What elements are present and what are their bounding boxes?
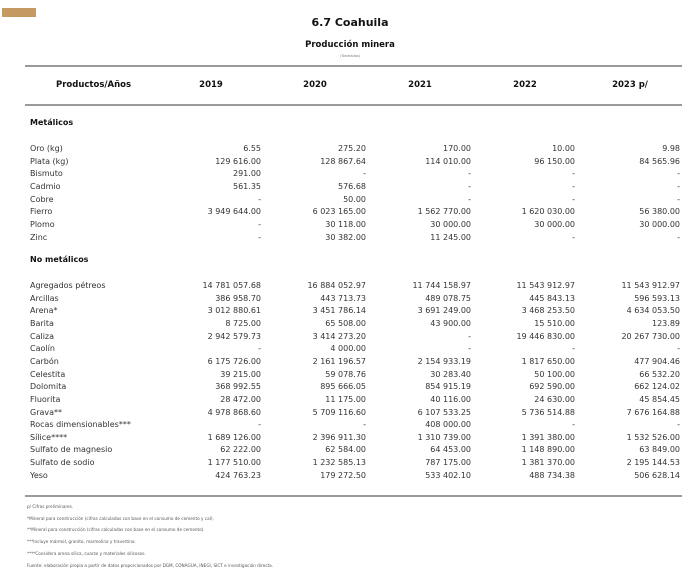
cell-value: 6 107 533.25 (417, 407, 471, 417)
cell-value: 62 222.00 (220, 445, 261, 455)
cell-value: 2 161 196.57 (312, 356, 366, 366)
cell-value: 443 713.73 (320, 293, 366, 303)
cell-value: 40 116.00 (430, 394, 471, 404)
cell-value: 2 154 933.19 (417, 356, 471, 366)
table-row (0, 156, 700, 169)
cell-value: 62 584.00 (325, 445, 366, 455)
cell-value: 30 000.00 (534, 219, 575, 229)
cell-value: 445 843.13 (529, 293, 575, 303)
table-row (0, 280, 700, 293)
product-name: Agregados pétreos (30, 281, 106, 290)
footnote: p/ Cifras preliminares. (27, 504, 74, 509)
cell-value: 3 451 786.14 (312, 306, 366, 316)
cell-value: 3 691 249.00 (417, 306, 471, 316)
cell-value: 123.89 (652, 318, 680, 328)
product-name: Zinc (30, 232, 48, 242)
cell-value: - (363, 169, 366, 179)
cell-value: 63 849.00 (639, 445, 680, 455)
footnote: Fuente: elaboración propia a partir de datos proporcionados por DGM, CONAGUA, INEGI, SICT e investigación directa. (27, 562, 274, 568)
table-row (0, 457, 700, 470)
cell-value: 1 689 126.00 (207, 432, 261, 442)
cell-value: 84 565.96 (639, 156, 680, 166)
cell-value: 50 100.00 (534, 369, 575, 379)
cell-value: 96 150.00 (534, 156, 575, 166)
product-name: Sulfato de sodio (30, 458, 95, 468)
section-heading: Metálicos (30, 118, 74, 127)
cell-value: - (677, 194, 680, 204)
cell-value: 1 148 890.00 (521, 445, 575, 455)
column-header-2020: 2020 (303, 80, 327, 90)
cell-value: 15 510.00 (534, 318, 575, 328)
cell-value: - (258, 420, 261, 430)
product-name: Caolín (30, 344, 55, 354)
cell-value: 1 391 380.00 (521, 432, 575, 442)
cell-value: 30 000.00 (639, 219, 680, 229)
cell-value: - (572, 194, 575, 204)
cell-value: 3 468 253.50 (521, 306, 575, 316)
cell-value: 561.35 (233, 181, 261, 191)
cell-value: 3 012 880.61 (207, 306, 261, 316)
cell-value: 2 396 911.30 (312, 432, 366, 442)
table-row (0, 143, 700, 156)
cell-value: 692 590.00 (529, 382, 575, 392)
product-name: Plata (kg) (30, 156, 69, 166)
table-row (0, 331, 700, 344)
cell-value: 1 232 585.13 (312, 458, 366, 468)
product-name: Fluorita (30, 394, 61, 404)
cell-value: - (258, 219, 261, 229)
table-row (0, 444, 700, 457)
product-name: Arena* (30, 306, 58, 316)
cell-value: 30 118.00 (325, 219, 366, 229)
table-row (0, 305, 700, 318)
cell-value: 8 725.00 (225, 318, 261, 328)
table-row (0, 219, 700, 232)
cell-value: 19 446 830.00 (516, 331, 575, 341)
cell-value: 129 616.00 (215, 156, 261, 166)
column-header-2022: 2022 (513, 80, 537, 90)
cell-value: 787 175.00 (425, 458, 471, 468)
cell-value: 66 532.20 (639, 369, 680, 379)
cell-value: - (468, 181, 471, 191)
cell-value: 11 744 158.97 (412, 281, 471, 290)
cell-value: - (468, 194, 471, 204)
table-row (0, 343, 700, 356)
table-row (0, 356, 700, 369)
table-row (0, 318, 700, 331)
table-row (0, 432, 700, 445)
cell-value: - (468, 331, 471, 341)
product-name: Sulfato de magnesio (30, 445, 113, 455)
cell-value: 386 958.70 (215, 293, 261, 303)
cell-value: 3 414 273.20 (312, 331, 366, 341)
cell-value: 170.00 (443, 144, 471, 153)
cell-value: 3 949 644.00 (207, 207, 261, 217)
cell-value: 64 453.00 (430, 445, 471, 455)
table-row (0, 293, 700, 306)
cell-value: 895 666.05 (320, 382, 366, 392)
cell-value: 20 267 730.00 (621, 331, 680, 341)
cell-value: 488 734.38 (529, 470, 575, 480)
cell-value: 9.98 (662, 144, 680, 153)
cell-value: 179 272.50 (320, 470, 366, 480)
cell-value: - (677, 344, 680, 354)
product-name: Oro (kg) (30, 144, 63, 153)
footnote: ****Considera arena sílica, cuarzo y materiales silícosos. (27, 550, 146, 556)
cell-value: - (677, 232, 680, 242)
unit-label: (Toneladas) (339, 54, 361, 58)
cell-value: - (468, 344, 471, 354)
cell-value: 854 915.19 (425, 382, 471, 392)
table-row (0, 206, 700, 219)
cell-value: 10.00 (552, 144, 575, 153)
cell-value: - (677, 181, 680, 191)
cell-value: 30 382.00 (325, 232, 366, 242)
footnote: *Mineral para construcción (cifras calculadas con base en el consumo de cemento y cal). (27, 515, 214, 521)
cell-value: 596 593.13 (634, 293, 680, 303)
cell-value: 6 023 165.00 (312, 207, 366, 217)
cell-value: 1 381 370.00 (521, 458, 575, 468)
product-name: Fierro (30, 207, 53, 217)
top-rule (25, 65, 682, 67)
cell-value: - (572, 232, 575, 242)
cell-value: 30 283.40 (430, 369, 471, 379)
cell-value: 7 676 164.88 (626, 407, 680, 417)
cell-value: 28 472.00 (220, 394, 261, 404)
cell-value: - (572, 344, 575, 354)
table-row (0, 232, 700, 245)
cell-value: 291.00 (233, 169, 261, 179)
cell-value: 65 508.00 (325, 318, 366, 328)
cell-value: 2 942 579.73 (207, 331, 261, 341)
table-subtitle: Producción minera (305, 40, 395, 50)
cell-value: - (468, 169, 471, 179)
cell-value: 30 000.00 (430, 219, 471, 229)
cell-value: 11 175.00 (325, 394, 366, 404)
cell-value: - (363, 420, 366, 430)
table-row (0, 181, 700, 194)
cell-value: 11 245.00 (430, 232, 471, 242)
product-name: Yeso (30, 470, 48, 480)
column-header-2019: 2019 (199, 80, 223, 90)
cell-value: - (258, 194, 261, 204)
column-header-2023: 2023 p/ (612, 80, 648, 90)
cell-value: 59 078.76 (325, 369, 366, 379)
cell-value: 43 900.00 (430, 318, 471, 328)
cell-value: 1 817 650.00 (521, 356, 575, 366)
cell-value: 368 992.55 (215, 382, 261, 392)
footnote: ***Incluye mármol, granito, marmolina y travertino. (27, 539, 136, 545)
cell-value: 533 402.10 (425, 470, 471, 480)
cell-value: - (572, 169, 575, 179)
cell-value: 24 630.00 (534, 394, 575, 404)
cell-value: - (258, 344, 261, 354)
cell-value: 275.20 (338, 144, 366, 153)
product-name: Barita (30, 318, 54, 328)
table-row (0, 470, 700, 483)
product-name: Sílice**** (30, 432, 68, 442)
cell-value: - (572, 181, 575, 191)
table-row (0, 407, 700, 420)
cell-value: 11 543 912.97 (516, 281, 575, 290)
table-row (0, 168, 700, 181)
cell-value: 2 195 144.53 (626, 458, 680, 468)
cell-value: 50.00 (343, 194, 366, 204)
footnote: **Mineral para construcción (cifras calculadas con base en el consumo de cemento). (27, 527, 205, 533)
cell-value: - (258, 232, 261, 242)
column-header-products: Productos/Años (56, 80, 132, 90)
product-name: Plomo (30, 219, 55, 229)
product-name: Carbón (30, 356, 59, 366)
cell-value: 5 736 514.88 (521, 407, 575, 417)
product-name: Bismuto (30, 169, 63, 179)
table-row (0, 419, 700, 432)
cell-value: 1 310 739.00 (417, 432, 471, 442)
table-row (0, 394, 700, 407)
cell-value: 16 884 052.97 (307, 281, 366, 290)
table-row (0, 194, 700, 207)
cell-value: 114 010.00 (425, 156, 471, 166)
table-row (0, 381, 700, 394)
bottom-rule (25, 495, 682, 497)
cell-value: 56 380.00 (639, 207, 680, 217)
cell-value: 11 543 912.97 (621, 281, 680, 290)
cell-value: 4 634 053.50 (626, 306, 680, 316)
cell-value: 1 620 030.00 (521, 207, 575, 217)
cell-value: 39 215.00 (220, 369, 261, 379)
cell-value: - (677, 169, 680, 179)
cell-value: 489 078.75 (425, 293, 471, 303)
cell-value: 424 763.23 (215, 470, 261, 480)
cell-value: 45 854.45 (639, 394, 680, 404)
product-name: Rocas dimensionables*** (30, 420, 131, 430)
section-heading: No metálicos (30, 255, 89, 264)
product-name: Cobre (30, 194, 54, 204)
product-name: Grava** (30, 407, 63, 417)
product-name: Dolomita (30, 382, 67, 392)
cell-value: 4 978 868.60 (207, 407, 261, 417)
cell-value: 4 000.00 (330, 344, 366, 354)
product-name: Celestita (30, 369, 66, 379)
table-row (0, 369, 700, 382)
column-header-2021: 2021 (408, 80, 432, 90)
product-name: Arcillas (30, 293, 59, 303)
cell-value: - (572, 420, 575, 430)
cell-value: 128 867.64 (320, 156, 366, 166)
cell-value: 1 532 526.00 (626, 432, 680, 442)
cell-value: 14 781 057.68 (202, 281, 261, 290)
product-name: Caliza (30, 331, 55, 341)
cell-value: 1 562 770.00 (417, 207, 471, 217)
page-title: 6.7 Coahuila (311, 16, 389, 29)
cell-value: 576.68 (338, 181, 366, 191)
cell-value: 408 000.00 (425, 420, 471, 430)
cell-value: 6 175 726.00 (207, 356, 261, 366)
header-rule (25, 104, 682, 106)
cell-value: 662 124.02 (634, 382, 680, 392)
cell-value: 1 177 510.00 (207, 458, 261, 468)
footnotes (27, 501, 273, 571)
cell-value: - (677, 420, 680, 430)
cell-value: 506 628.14 (634, 470, 680, 480)
product-name: Cadmio (30, 181, 61, 191)
cell-value: 5 709 116.60 (312, 407, 366, 417)
cell-value: 6.55 (243, 144, 261, 153)
cell-value: 477 904.46 (634, 356, 680, 366)
